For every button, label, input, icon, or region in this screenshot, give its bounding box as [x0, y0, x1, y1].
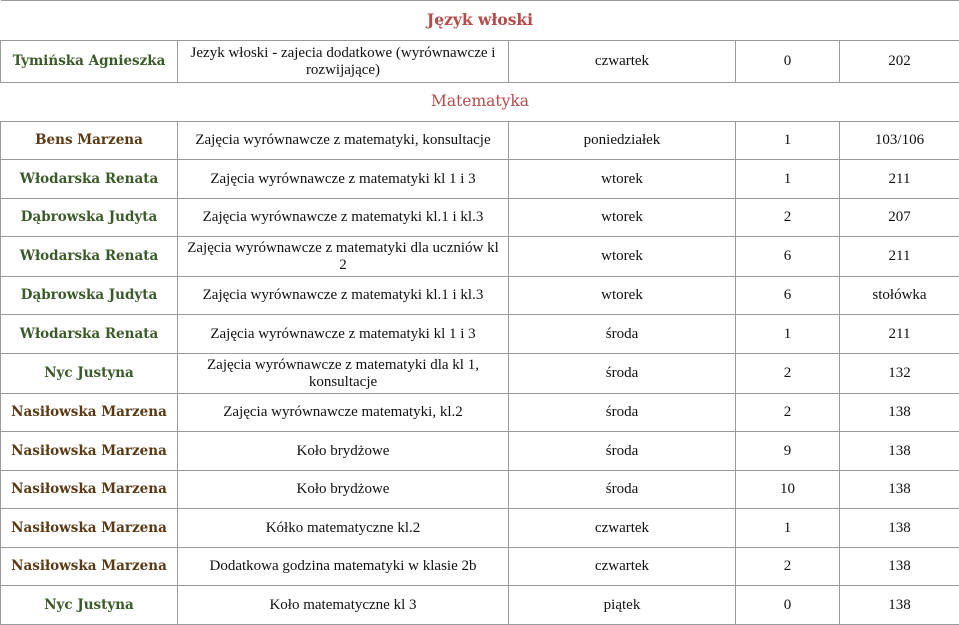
hour-cell: 1 [736, 122, 840, 160]
table-row [1, 41, 959, 83]
hour-cell: 1 [736, 509, 840, 548]
activity-cell: Zajęcia wyrównawcze z matematyki dla kl 1, konsultacje [178, 354, 509, 394]
room-cell: 138 [840, 394, 959, 432]
teacher-cell: Włodarska Renata [1, 315, 178, 354]
section-header-row [1, 1, 959, 41]
teacher-cell: Nyc Justyna [1, 354, 178, 394]
room-cell: 211 [840, 315, 959, 354]
teacher-cell: Nyc Justyna [1, 586, 178, 625]
section-title: Matematyka [430, 92, 530, 110]
table-row [1, 122, 959, 160]
hour-cell: 9 [736, 432, 840, 471]
activity-cell: Koło brydżowe [178, 471, 509, 509]
teacher-cell: Bens Marzena [1, 122, 178, 160]
teacher-cell: Dąbrowska Judyta [1, 199, 178, 237]
table-row [1, 199, 959, 237]
activity-cell: Zajęcia wyrównawcze z matematyki kl 1 i 3 [178, 315, 509, 354]
day-cell: wtorek [509, 237, 736, 277]
hour-cell: 2 [736, 548, 840, 586]
activity-cell: Koło matematyczne kl 3 [178, 586, 509, 625]
activity-cell: Zajęcia wyrównawcze z matematyki kl.1 i kl.3 [178, 277, 509, 315]
room-cell: 202 [840, 41, 959, 83]
activity-cell: Jezyk włoski - zajecia dodatkowe (wyrównawcze i rozwijające) [178, 41, 509, 83]
activity-cell: Zajęcia wyrównawcze matematyki, kl.2 [178, 394, 509, 432]
day-cell: czwartek [509, 41, 736, 83]
table-row [1, 432, 959, 471]
room-cell: 207 [840, 199, 959, 237]
day-cell: środa [509, 394, 736, 432]
hour-cell: 2 [736, 199, 840, 237]
table-row [1, 237, 959, 277]
hour-cell: 6 [736, 237, 840, 277]
table-row [1, 586, 959, 625]
hour-cell: 1 [736, 315, 840, 354]
hour-cell: 0 [736, 41, 840, 83]
day-cell: środa [509, 315, 736, 354]
activity-cell: Zajęcia wyrównawcze z matematyki, konsultacje [178, 122, 509, 160]
room-cell: stołówka [840, 277, 959, 315]
teacher-cell: Nasiłowska Marzena [1, 509, 178, 548]
day-cell: poniedziałek [509, 122, 736, 160]
hour-cell: 10 [736, 471, 840, 509]
hour-cell: 2 [736, 354, 840, 394]
room-cell: 138 [840, 432, 959, 471]
table-row [1, 315, 959, 354]
day-cell: środa [509, 354, 736, 394]
activity-cell: Kółko matematyczne kl.2 [178, 509, 509, 548]
section-title-cell [1, 83, 959, 122]
room-cell: 211 [840, 237, 959, 277]
activity-cell: Zajęcia wyrównawcze z matematyki dla uczniów kl 2 [178, 237, 509, 277]
activity-cell: Zajęcia wyrównawcze z matematyki kl 1 i 3 [178, 160, 509, 199]
teacher-cell: Włodarska Renata [1, 237, 178, 277]
day-cell: wtorek [509, 199, 736, 237]
room-cell: 138 [840, 509, 959, 548]
table-row [1, 394, 959, 432]
table-row [1, 160, 959, 199]
room-cell: 132 [840, 354, 959, 394]
day-cell: piątek [509, 586, 736, 625]
table-row [1, 548, 959, 586]
section-title: Język włoski [426, 10, 534, 29]
section-header-row [1, 83, 959, 122]
teacher-cell: Nasiłowska Marzena [1, 432, 178, 471]
day-cell: wtorek [509, 277, 736, 315]
hour-cell: 6 [736, 277, 840, 315]
activity-cell: Dodatkowa godzina matematyki w klasie 2b [178, 548, 509, 586]
day-cell: czwartek [509, 509, 736, 548]
teacher-cell: Nasiłowska Marzena [1, 471, 178, 509]
hour-cell: 2 [736, 394, 840, 432]
section-title-cell [1, 1, 959, 41]
day-cell: czwartek [509, 548, 736, 586]
room-cell: 138 [840, 548, 959, 586]
teacher-cell: Włodarska Renata [1, 160, 178, 199]
table-row [1, 277, 959, 315]
teacher-cell: Nasiłowska Marzena [1, 548, 178, 586]
teacher-cell: Nasiłowska Marzena [1, 394, 178, 432]
room-cell: 138 [840, 586, 959, 625]
table-row [1, 354, 959, 394]
room-cell: 103/106 [840, 122, 959, 160]
day-cell: środa [509, 471, 736, 509]
room-cell: 211 [840, 160, 959, 199]
day-cell: środa [509, 432, 736, 471]
table-row [1, 509, 959, 548]
teacher-cell: Dąbrowska Judyta [1, 277, 178, 315]
hour-cell: 1 [736, 160, 840, 199]
day-cell: wtorek [509, 160, 736, 199]
teacher-cell: Tymińska Agnieszka [1, 41, 178, 83]
activity-cell: Koło brydżowe [178, 432, 509, 471]
table-row [1, 471, 959, 509]
hour-cell: 0 [736, 586, 840, 625]
room-cell: 138 [840, 471, 959, 509]
activity-cell: Zajęcia wyrównawcze z matematyki kl.1 i kl.3 [178, 199, 509, 237]
